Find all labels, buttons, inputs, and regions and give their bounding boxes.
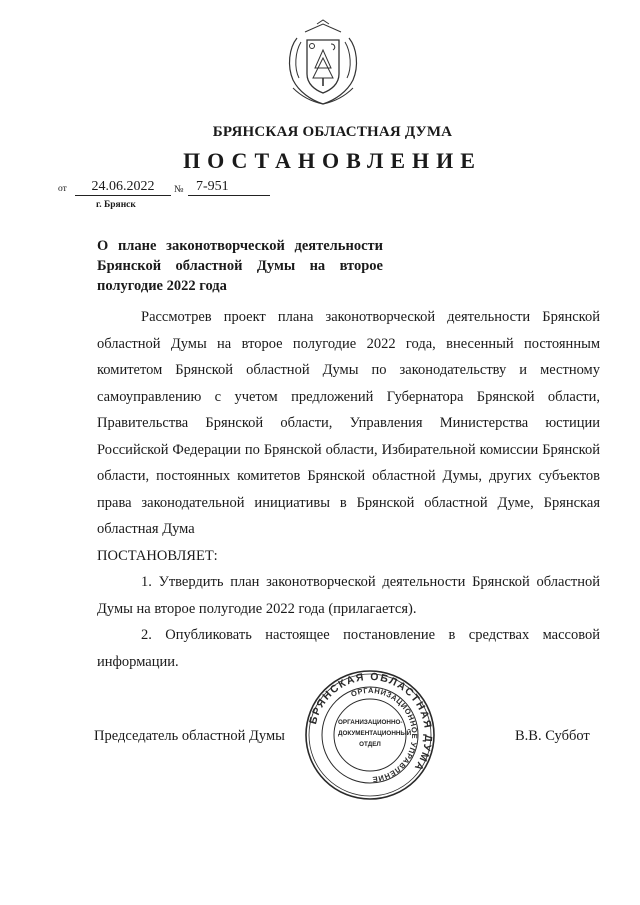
- signer-name: В.В. Суббот: [515, 728, 590, 744]
- stamp-line: ОТДЕЛ: [359, 741, 381, 748]
- document-type-title: ПОСТАНОВЛЕНИЕ: [183, 148, 482, 173]
- city-label: г. Брянск: [96, 200, 136, 210]
- svg-text:БРЯНСКАЯ ОБЛАСТНАЯ ДУМА: БРЯНСКАЯ ОБЛАСТНАЯ ДУМА: [307, 670, 435, 774]
- document-body: [97, 304, 600, 675]
- signer-title: Председатель областной Думы: [94, 728, 285, 744]
- svg-text:ОРГАНИЗАЦИОННОЕ УПРАВЛЕНИЕ: ОРГАНИЗАЦИОННОЕ УПРАВЛЕНИЕ: [349, 685, 420, 785]
- number-prefix: №: [174, 184, 184, 195]
- coat-of-arms-icon: [283, 18, 363, 110]
- resolution-item: 2. Опубликовать настоящее постановление в средствах массовой информации.: [97, 627, 600, 670]
- document-number: 7-951: [188, 179, 270, 196]
- resolution-item: 1. Утвердить план законотворческой деятельности Брянской областной Думы на второе полугодие 2022 года (прилагается).: [97, 574, 600, 617]
- stamp-line: ОРГАНИЗАЦИОННО-: [338, 719, 403, 726]
- official-stamp: [303, 668, 437, 802]
- intro-paragraph: Рассмотрев проект плана законотворческой деятельности Брянской областной Думы на второе полугодие 2022 года, внесенный постоянным комитетом Брянской областной Думы по законодательству и местному самоуправлению с учетом предложений Губернатора Брянской области, Правительства Брянской области, Управления Министерства юстиции Российской Федерации по Брянской области, Избирательной комиссии Брянской области, постоянных комитетов Брянской областной Думы, других субъектов права законодательной инициативы в Брянской областной Думе, Брянская областная Дума: [97, 309, 600, 537]
- stamp-center-text: [338, 717, 412, 750]
- date-prefix: от: [58, 184, 67, 194]
- resolve-heading: ПОСТАНОВЛЯЕТ:: [97, 547, 218, 564]
- stamp-line: ДОКУМЕНТАЦИОННЫЙ: [338, 730, 412, 737]
- organization-name: БРЯНСКАЯ ОБЛАСТНАЯ ДУМА: [212, 124, 453, 140]
- document-subject: О плане законотворческой деятельности Брянской областной Думы на второе полугодие 2022 года: [97, 238, 383, 294]
- document-date: 24.06.2022: [75, 179, 171, 196]
